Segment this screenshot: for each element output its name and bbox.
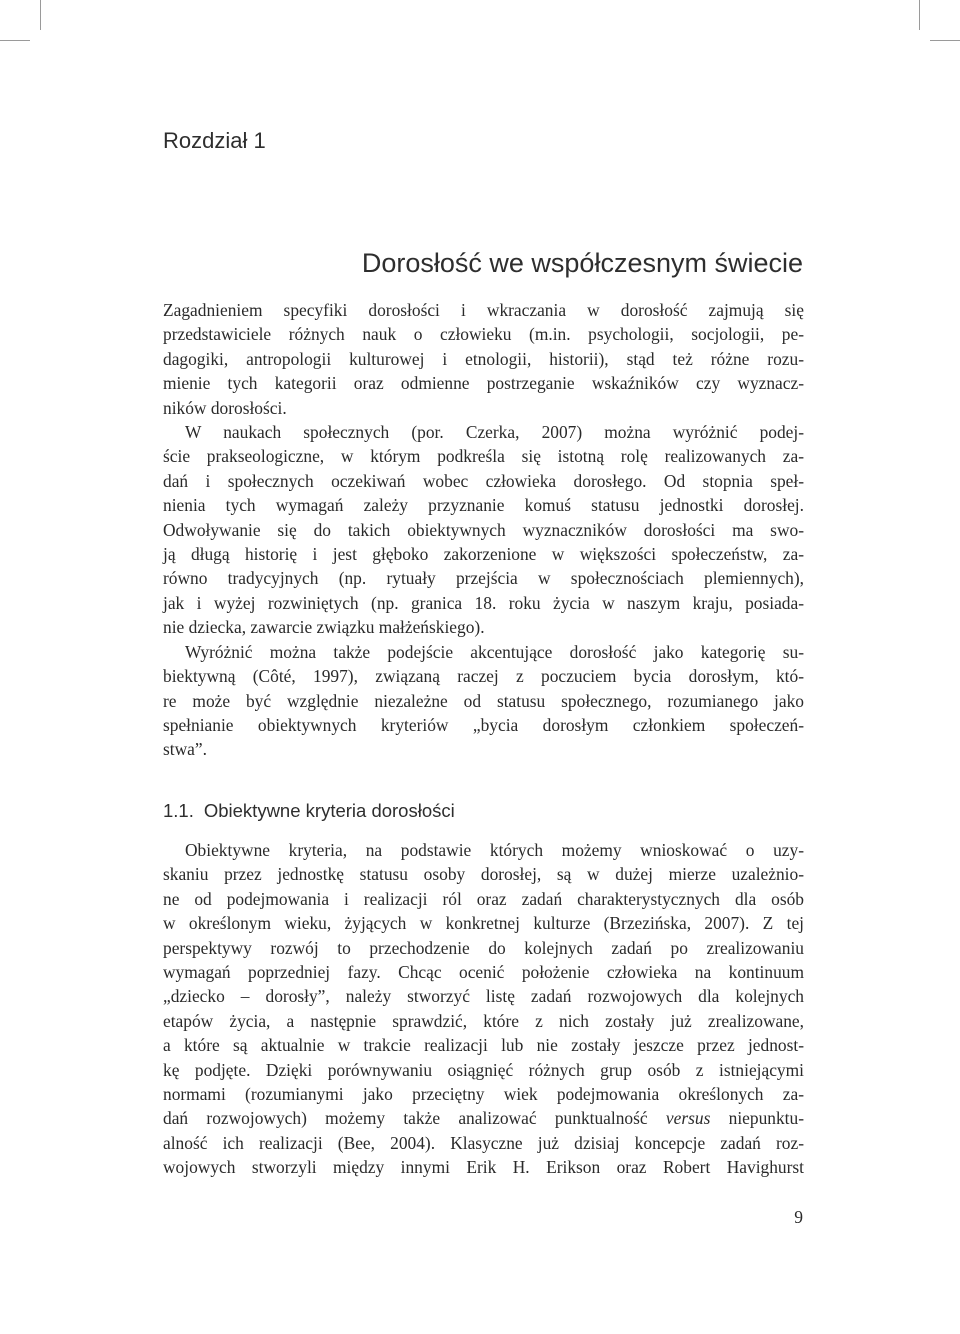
intro-text (163, 298, 804, 762)
intro-paragraph-3 (163, 640, 804, 762)
crop-mark-top-right-vertical (919, 0, 920, 30)
section-paragraph (163, 838, 804, 1180)
text-line: Wyróżnić można także podejście akcentujące dorosłość jako kategorię su- (185, 641, 804, 662)
text-run: niepunktu- (710, 1108, 804, 1129)
chapter-label: Rozdział 1 (163, 128, 266, 153)
text-line: kę podjęte. Dzięki porównywaniu osiągnięć różnych grup osób z istniejącymi (163, 1059, 804, 1080)
emphasis-versus: versus (665, 1108, 711, 1129)
crop-mark-top-left-vertical (40, 0, 41, 30)
text-line: etapów życia, a następnie sprawdzić, które z nich zostały już zrealizowane, (163, 1010, 804, 1031)
text-line: jak i wyżej rozwiniętych (np. granica 18. roku życia w naszym kraju, posiada- (163, 592, 804, 613)
text-line: dań i społecznych oczekiwań wobec człowieka dorosłego. Od stopnia speł- (163, 470, 804, 491)
text-line: wymagań poprzedniej fazy. Chcąc ocenić położenie człowieka na kontinuum (163, 962, 804, 983)
text-line: Odwoływanie się do takich obiektywnych wyznaczników dorosłości ma swo- (163, 519, 804, 540)
text-line: W naukach społecznych (por. Czerka, 2007) można wyróżnić podej- (185, 422, 804, 443)
text-line: alność ich realizacji (Bee, 2004). Klasyczne już dzisiaj koncepcje zadań roz- (163, 1132, 804, 1153)
text-line: spełnianie obiektywnych kryteriów „bycia dorosłym członkiem społeczeń- (163, 714, 804, 735)
section-number: 1.1. (163, 800, 194, 821)
text-line: dagogiki, antropologii kulturowej i etnologii, historii), stąd też różne rozu- (163, 348, 804, 369)
text-line: Zagadnieniem specyfiki dorosłości i wkraczania w dorosłość zajmują się (163, 300, 804, 320)
text-line: przedstawiciele różnych nauk o człowieku (m.in. psychologii, socjologii, pe- (163, 324, 804, 345)
section-title: Obiektywne kryteria dorosłości (203, 800, 455, 821)
intro-paragraph-2 (163, 420, 804, 640)
text-line: ście prakseologiczne, w którym podkreśla się istotną rolę realizowanych za- (163, 446, 804, 467)
text-line: normami (rozumianymi jako przeciętny wiek podejmowania określonych za- (163, 1084, 804, 1105)
text-line: stwa”. (163, 739, 207, 760)
intro-paragraph-1 (163, 298, 804, 420)
text-line: re może być względnie niezależne od statusu społecznego, rozumianego jako (163, 690, 804, 711)
crop-mark-top-right-horizontal (930, 40, 960, 41)
text-line: ne od podejmowania i realizacji ról oraz zadań charakterystycznych dla osób (163, 888, 804, 909)
text-line: skaniu przez jednostkę statusu osoby dorosłej, są w dużej mierze uzależnio- (163, 864, 804, 885)
text-line: w określonym wieku, żyjących w konkretnej kulturze (Brzezińska, 2007). Z tej (163, 913, 804, 934)
chapter-title: Dorosłość we współczesnym świecie (361, 248, 803, 278)
text-run: dań rozwojowych) możemy także analizować punktualność (163, 1108, 666, 1129)
text-line: równo tradycyjnych (np. rytuały przejścia w społecznościach plemiennych), (163, 568, 804, 589)
text-line: mienie tych kategorii oraz odmienne postrzeganie wskaźników czy wyznacz- (163, 373, 804, 394)
text-line: ją długą historię i jest głęboko zakorzenione w większości społeczeństw, za- (163, 544, 804, 565)
text-line: „dziecko – dorosły”, należy stworzyć listę zadań rozwojowych dla kolejnych (163, 986, 804, 1007)
text-line: nie dziecka, zawarcie związku małżeńskiego). (163, 617, 485, 638)
text-line (163, 1106, 804, 1130)
text-line: wojowych stworzyli między innymi Erik H. Erikson oraz Robert Havighurst (163, 1157, 804, 1178)
section-heading (163, 800, 455, 822)
text-line: Obiektywne kryteria, na podstawie których możemy wnioskować o uzy- (185, 840, 804, 860)
text-line: biektywną (Côté, 1997), związaną raczej z poczuciem bycia dorosłym, któ- (163, 666, 804, 687)
text-line: perspektywy rozwój to przechodzenie do kolejnych zadań po zrealizowaniu (163, 937, 804, 958)
text-line: nienia tych wymagań zależy przyznanie komuś statusu jednostki dorosłej. (163, 495, 804, 516)
text-line: ników dorosłości. (163, 397, 287, 418)
section-text (163, 838, 804, 1180)
crop-mark-top-left-horizontal (0, 40, 30, 41)
text-line: a które są aktualnie w trakcie realizacji lub nie zostały jeszcze przez jednost- (163, 1035, 804, 1056)
page-number: 9 (794, 1207, 803, 1227)
